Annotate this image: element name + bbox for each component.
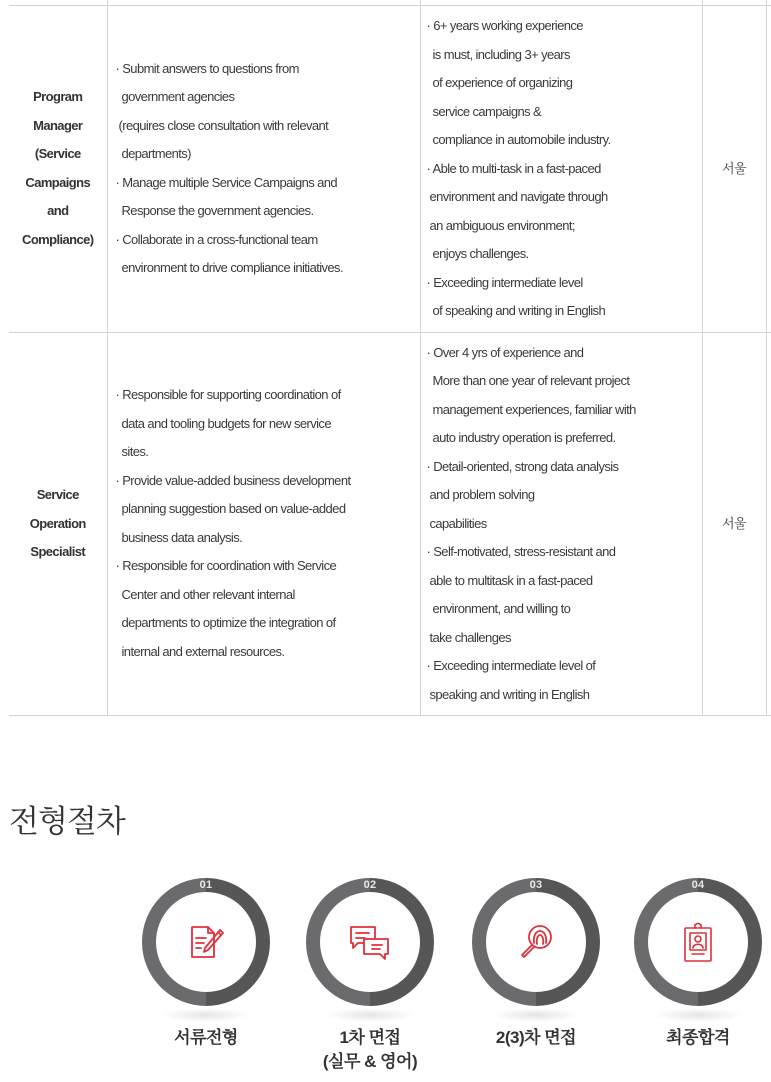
table-row (9, 332, 771, 716)
job-requirements: · 6+ years working experience is must, including 3+ years of experience of organizing service campaigns & compliance in automobile industry. · Able to multi-task in a fast-paced environment and navigate through an ambiguous environment; enjoys challenges. · Exceeding intermediate level of speaking and writing in English (420, 6, 702, 333)
step-number: 04 (691, 879, 705, 891)
step-ring (634, 878, 762, 1006)
step-label: 서류전형 (174, 1028, 238, 1047)
step-label: 1차 면접 (실무 & 영어) (322, 1028, 418, 1071)
id-badge-icon (682, 921, 714, 963)
section-title-process: 전형절차 (9, 804, 125, 839)
job-description: · Responsible for supporting coordination of data and tooling budgets for new service sites. · Provide value-added business development planning suggestion based on value-added business data analysis. · Responsible for coordination with Service Center and other relevant internal departments to optimize the integration of internal and external resources. (107, 332, 420, 716)
step-number: 03 (529, 879, 543, 891)
process-step-2 (300, 878, 440, 1074)
job-requirements: · Over 4 yrs of experience and More than one year of relevant project management experiences, familiar with auto industry operation is preferred. · Detail-oriented, strong data analysis and problem solving capabilities · Self-motivated, stress-resistant and able to multitask in a fast-paced environment, and willing to take challenges · Exceeding intermediate level of speaking and writing in English (420, 332, 702, 716)
process-step-3 (466, 878, 606, 1050)
step-ring (306, 878, 434, 1006)
job-title: Program Manager (Service Campaigns and Compliance) (9, 6, 107, 333)
process-steps (140, 878, 771, 1078)
table-row (9, 6, 771, 333)
document-pen-icon (186, 924, 226, 960)
job-title: Service Operation Specialist (9, 332, 107, 716)
step-number: 01 (199, 879, 213, 891)
step-ring (142, 878, 270, 1006)
job-location: 서울 (702, 332, 766, 716)
magnifier-person-icon (516, 922, 556, 962)
step-label: 2(3)차 면접 (495, 1028, 577, 1047)
job-location: 서울 (702, 6, 766, 333)
chat-bubbles-icon (348, 923, 392, 961)
process-step-4 (628, 878, 768, 1050)
process-step-1 (136, 878, 276, 1050)
step-label: 최종합격 (666, 1028, 730, 1047)
job-description: · Submit answers to questions from government agencies (requires close consultation with relevant departments) · Manage multiple Service Campaigns and Response the government agencies. · Collaborate in a cross-functional team environment to drive compliance initiatives. (107, 6, 420, 333)
step-ring (472, 878, 600, 1006)
step-number: 02 (363, 879, 377, 891)
job-listings-table (9, 0, 771, 716)
